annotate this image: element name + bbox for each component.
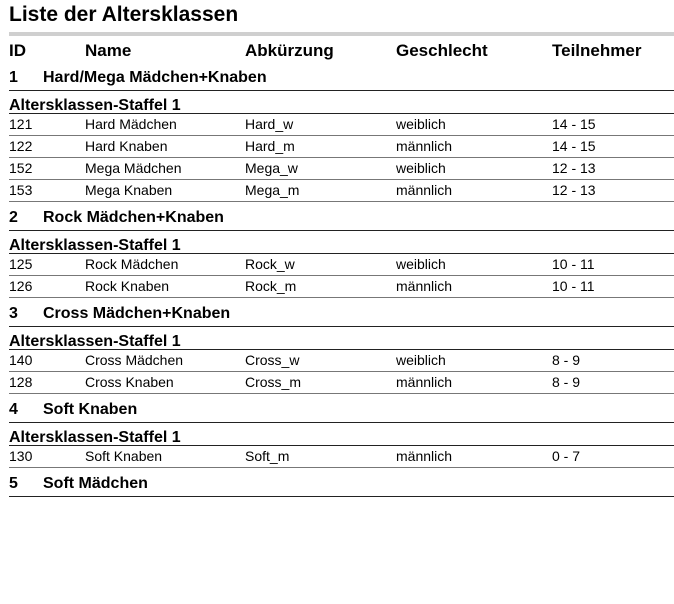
cell-name: Rock Knaben <box>85 278 170 294</box>
cell-abbr: Cross_m <box>245 374 302 390</box>
cell-abbr: Soft_m <box>245 448 290 464</box>
cell-participants: 10 - 11 <box>552 256 595 272</box>
group-name: Rock Mädchen+Knaben <box>43 209 224 226</box>
group-name: Soft Mädchen <box>43 475 148 492</box>
cell-abbr: Rock_m <box>245 278 297 294</box>
cell-id: 153 <box>9 182 33 198</box>
staffel-header <box>9 423 674 445</box>
cell-abbr: Cross_w <box>245 352 300 368</box>
group-name: Soft Knaben <box>43 401 138 418</box>
cell-name: Rock Mädchen <box>85 256 179 272</box>
cell-abbr: Mega_w <box>245 160 298 176</box>
document-page <box>9 0 674 497</box>
cell-abbr: Hard_m <box>245 138 295 154</box>
cell-gender: weiblich <box>396 160 446 176</box>
page-title: Liste der Altersklassen <box>9 3 239 26</box>
column-header-id: ID <box>9 41 26 60</box>
cell-id: 128 <box>9 374 33 390</box>
group-id: 2 <box>9 209 18 226</box>
cell-gender: weiblich <box>396 256 446 272</box>
cell-gender: männlich <box>396 448 453 464</box>
cell-participants: 14 - 15 <box>552 116 596 132</box>
cell-id: 152 <box>9 160 33 176</box>
cell-participants: 12 - 13 <box>552 182 596 198</box>
cell-name: Cross Knaben <box>85 374 174 390</box>
cell-abbr: Mega_m <box>245 182 300 198</box>
cell-gender: männlich <box>396 138 453 154</box>
group-header <box>9 298 674 326</box>
cell-participants: 0 - 7 <box>552 448 581 464</box>
table-row <box>9 158 674 179</box>
column-header-abbr: Abkürzung <box>245 41 334 60</box>
cell-participants: 10 - 11 <box>552 278 595 294</box>
table-row <box>9 254 674 275</box>
staffel-header <box>9 327 674 349</box>
cell-name: Hard Mädchen <box>85 116 177 132</box>
cell-participants: 14 - 15 <box>552 138 596 154</box>
group-id: 5 <box>9 475 18 492</box>
group-header <box>9 202 674 230</box>
staffel-label: Altersklassen-Staffel 1 <box>9 429 181 446</box>
group-id: 1 <box>9 69 18 86</box>
cell-abbr: Rock_w <box>245 256 295 272</box>
cell-name: Mega Knaben <box>85 182 173 198</box>
staffel-label: Altersklassen-Staffel 1 <box>9 333 181 350</box>
cell-id: 125 <box>9 256 33 272</box>
cell-name: Mega Mädchen <box>85 160 182 176</box>
cell-id: 130 <box>9 448 33 464</box>
staffel-label: Altersklassen-Staffel 1 <box>9 97 181 114</box>
table-row <box>9 372 674 393</box>
group-header <box>9 468 674 496</box>
cell-id: 122 <box>9 138 33 154</box>
column-header-participants: Teilnehmer <box>552 41 642 60</box>
column-header-gender: Geschlecht <box>396 41 488 60</box>
cell-name: Hard Knaben <box>85 138 168 154</box>
cell-gender: weiblich <box>396 352 446 368</box>
table-row <box>9 114 674 135</box>
cell-gender: männlich <box>396 278 453 294</box>
cell-id: 140 <box>9 352 33 368</box>
table-row <box>9 276 674 297</box>
cell-abbr: Hard_w <box>245 116 294 132</box>
group-name: Hard/Mega Mädchen+Knaben <box>43 69 267 86</box>
group-rule <box>9 496 674 497</box>
cell-participants: 12 - 13 <box>552 160 596 176</box>
cell-gender: männlich <box>396 374 453 390</box>
column-header-row <box>9 36 674 62</box>
group-header <box>9 62 674 90</box>
staffel-header <box>9 91 674 113</box>
groups-container <box>9 62 674 497</box>
group-id: 3 <box>9 305 18 322</box>
cell-participants: 8 - 9 <box>552 374 581 390</box>
group-name: Cross Mädchen+Knaben <box>43 305 231 322</box>
table-row <box>9 350 674 371</box>
staffel-label: Altersklassen-Staffel 1 <box>9 237 181 254</box>
cell-participants: 8 - 9 <box>552 352 581 368</box>
group-header <box>9 394 674 422</box>
cell-name: Soft Knaben <box>85 448 163 464</box>
staffel-header <box>9 231 674 253</box>
cell-name: Cross Mädchen <box>85 352 184 368</box>
table-row <box>9 180 674 201</box>
table-row <box>9 446 674 467</box>
cell-id: 126 <box>9 278 33 294</box>
table-row <box>9 136 674 157</box>
cell-gender: männlich <box>396 182 453 198</box>
group-id: 4 <box>9 401 18 418</box>
column-header-name: Name <box>85 41 132 60</box>
cell-gender: weiblich <box>396 116 446 132</box>
cell-id: 121 <box>9 116 33 132</box>
